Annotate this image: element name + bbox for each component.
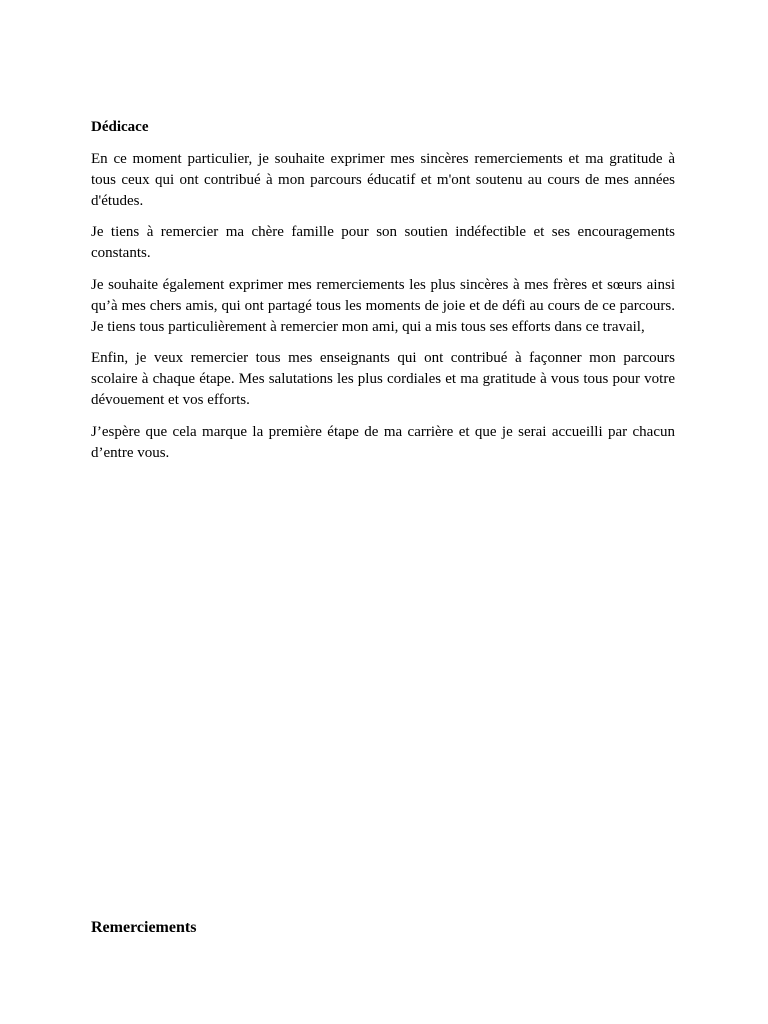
dedication-title: Dédicace — [91, 119, 149, 135]
dedication-paragraph-2: Je tiens à remercier ma chère famille pour son soutien indéfectible et ses encouragements constants. — [91, 224, 675, 262]
dedication-paragraph-5: J’espère que cela marque la première étape de ma carrière et que je serai accueilli par chacun d’entre vous. — [91, 423, 675, 461]
acknowledgements-title: Remerciements — [91, 919, 197, 936]
dedication-section — [91, 117, 675, 474]
dedication-paragraph-4: Enfin, je veux remercier tous mes enseignants qui ont contribué à façonner mon parcours scolaire à chaque étape. Mes salutations les plus cordiales et ma gratitude à vous tous pour votre dévouement et vos efforts. — [91, 350, 675, 408]
dedication-paragraph-1: En ce moment particulier, je souhaite exprimer mes sincères remerciements et ma gratitude à tous ceux qui ont contribué à mon parcours éducatif et m'ont soutenu au cours de mes années d'études. — [91, 151, 675, 209]
dedication-paragraph-3: Je souhaite également exprimer mes remerciements les plus sincères à mes frères et sœurs ainsi qu’à mes chers amis, qui ont partagé tous les moments de joie et de défi au cours de ce parcours. Je tiens tous particulièrement à remercier mon ami, qui a mis tous ses efforts dans ce travail, — [91, 276, 675, 335]
